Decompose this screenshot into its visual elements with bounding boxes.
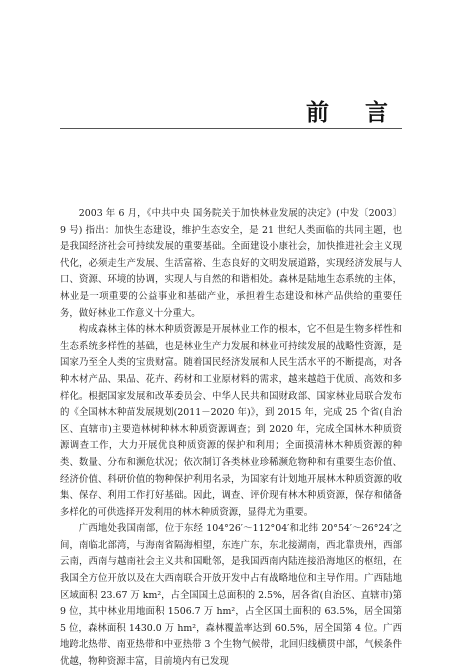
paragraph: 构成森林主体的林木种质资源是开展林业工作的根本，它不但是生物多样性和生态系统多样性的基础，也是林业生产力发展和林业可持续发展的战略性资源，是国家乃至全人类的宝贵财富。随着国民经济发展和人民生活水平的不断提高，对各种木材产品、果品、花卉、药材和工业原材料的需求，越来越趋于优质、高效和多样化。根据国家发展和改革委员会、中华人民共和国财政部、国家林业局联合发布的《全国林木种苗发展规划(2011－2020 年)》，到 2015 年，完成 25 个省(自治区、直辖市)主要造林树种林木种质资源调查；到 2020 年，完成全国林木种质资源调查工作，大力开展优良种质资源的保护和利用；全面摸清林木种质资源的种类、数量、分布和濒危状况；依次制订各类林业珍稀濒危物种和有重要生态价值、经济价值、科研价值的物种保护利用名录，为国家有计划地开展林木种质资源的收集、保存、利用工作打好基础。因此，调查、评价现有林木种质资源，保存和储备多样化的可供选择开发利用的林木种质资源，显得尤为重要。 <box>60 324 402 518</box>
page-title: 前 言 <box>305 99 402 126</box>
title-divider <box>60 128 402 129</box>
body-text <box>60 206 402 671</box>
paragraph: 广西地处我国南部，位于东经 104°26′～112°04′和北纬 20°54′～26°24′之间，南临北部湾，与海南省隔海相望，东连广东，东北接湖南，西北靠贵州，西部云南，西南与越南社会主义共和国毗邻，是我国西南内陆连接沿海地区的枢纽，在我国全方位开放以及在大西南联合开放开发中占有战略地位和主导作用。广西陆地区域面积 23.67 万 km²，占全国国土总面积的 2.5%，居各省(自治区、直辖市)第 9 位，其中林业用地面积 1506.7 万 hm²，占全区国土面积的 63.5%，居全国第 5 位，森林面积 1430.0 万 hm²，森林覆盖率达到 60.5%，居全国第 4 位。广西地跨北热带、南亚热带和中亚热带 3 个生物气候带，北回归线横贯中部，气候条件优越，物种资源丰富，目前境内有已发现 <box>60 523 402 668</box>
paragraph: 2003 年 6 月，《中共中央 国务院关于加快林业发展的决定》(中发〔2003〕9 号) 指出：加快生态建设，维护生态安全，是 21 世纪人类面临的共同主题，也是我国经济社会可持续发展的重要基础。全面建设小康社会，加快推进社会主义现代化，必须走生产发展、生活富裕、生态良好的文明发展道路，实现经济发展与人口、资源、环境的协调，实现人与自然的和谐相处。森林是陆地生态系统的主体，林业是一项重要的公益事业和基础产业，承担着生态建设和林产品供给的重要任务，做好林业工作意义十分重大。 <box>60 208 402 319</box>
